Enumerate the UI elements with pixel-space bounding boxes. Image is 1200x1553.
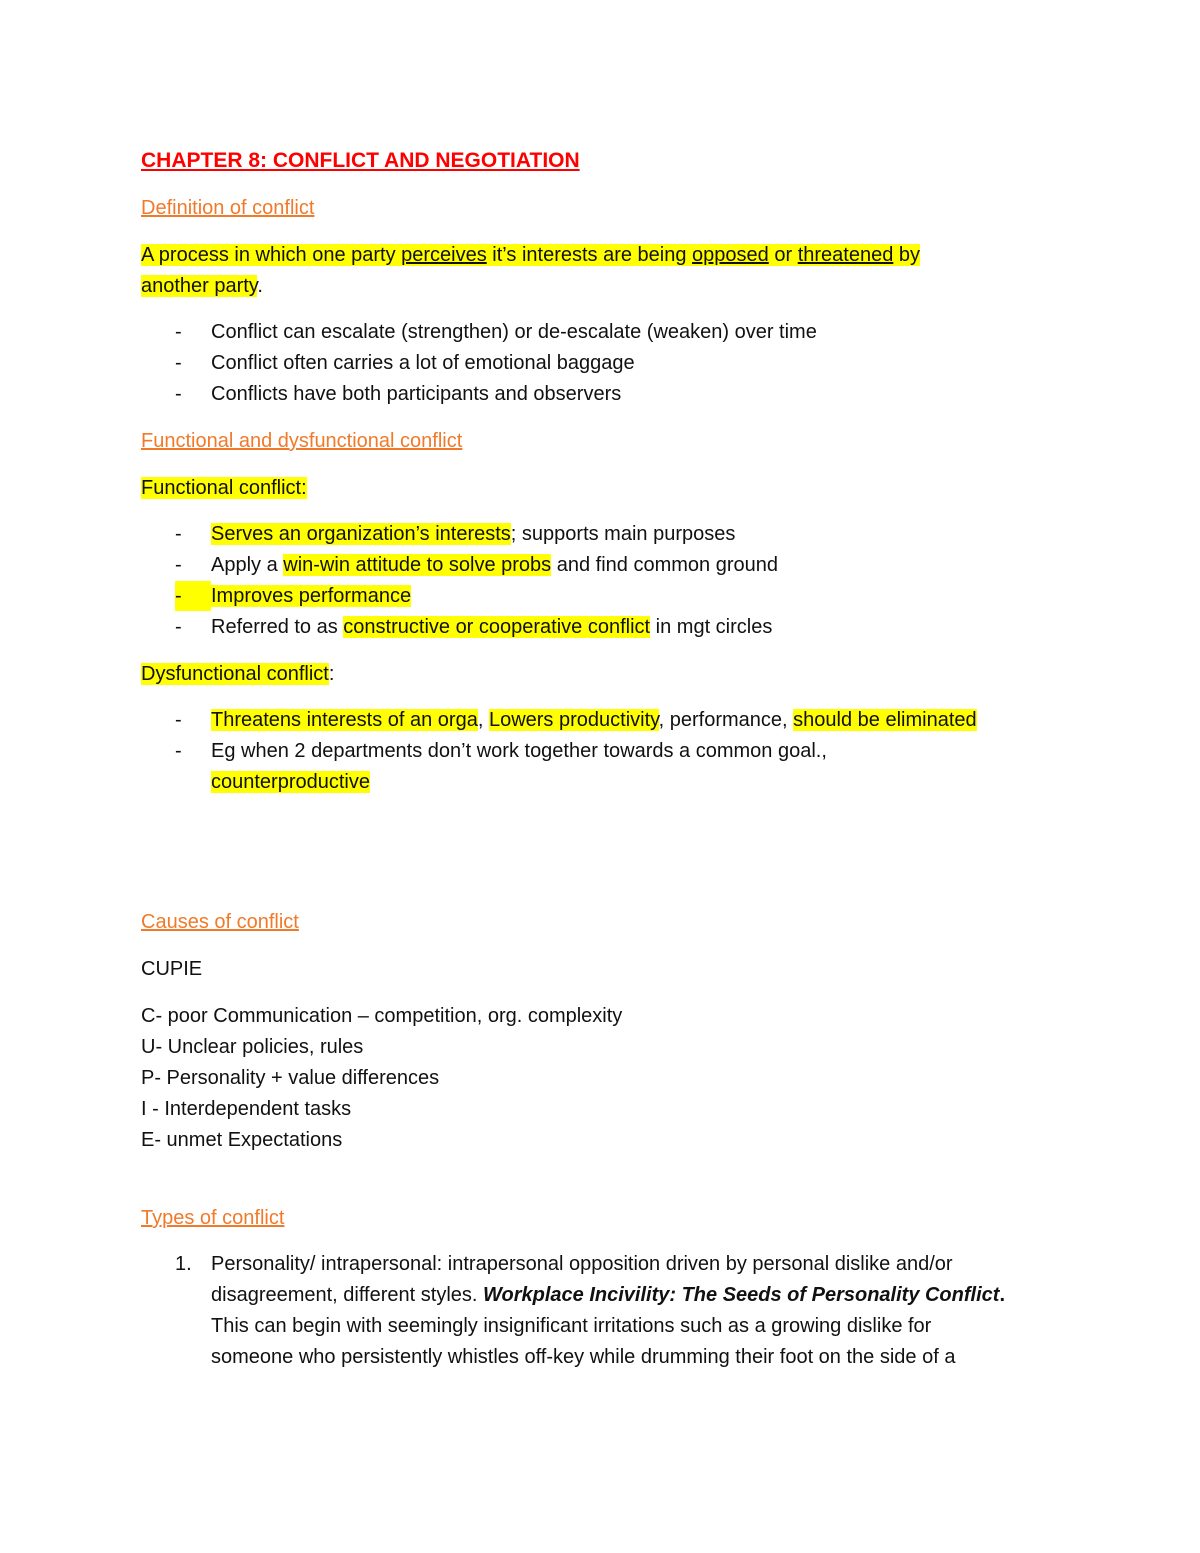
dysfunctional-label-line: Dysfunctional conflict: xyxy=(141,663,335,685)
definition-heading: Definition of conflict xyxy=(141,197,315,219)
bullet-dash: - xyxy=(175,352,182,374)
bullet-dash: - xyxy=(175,383,182,405)
list-item: Conflict often carries a lot of emotional baggage xyxy=(211,352,635,374)
cause-item: E- unmet Expectations xyxy=(141,1129,343,1151)
functional-heading: Functional and dysfunctional conflict xyxy=(141,430,463,452)
functional-label: Functional conflict: xyxy=(141,477,307,499)
list-item: Conflict can escalate (strengthen) or de-escalate (weaken) over time xyxy=(211,321,817,343)
list-item: Eg when 2 departments don’t work together towards a common goal., xyxy=(211,740,827,762)
highlight-gap xyxy=(182,581,211,611)
list-item: Serves an organization’s interests; supports main purposes xyxy=(211,523,736,545)
document-title: CHAPTER 8: CONFLICT AND NEGOTIATION xyxy=(141,149,580,172)
bullet-dash: - xyxy=(175,321,182,343)
causes-heading: Causes of conflict xyxy=(141,911,299,933)
word-opposed: opposed xyxy=(692,244,769,266)
types-item-line: This can begin with seemingly insignificant irritations such as a growing dislike for xyxy=(211,1315,932,1337)
definition-paragraph-line2: another party. xyxy=(141,275,263,297)
bullet-dash: - xyxy=(175,740,182,762)
list-item: Threatens interests of an orga, Lowers productivity, performance, should be eliminated xyxy=(211,709,977,731)
dysfunctional-label: Dysfunctional conflict xyxy=(141,663,329,685)
list-item-cont: counterproductive xyxy=(211,771,370,793)
list-item: Conflicts have both participants and observers xyxy=(211,383,622,405)
types-item-line: Personality/ intrapersonal: intrapersonal opposition driven by personal dislike and/or xyxy=(211,1253,953,1275)
types-heading: Types of conflict xyxy=(141,1207,285,1229)
list-item: Apply a win-win attitude to solve probs and find common ground xyxy=(211,554,778,576)
definition-paragraph-line1 xyxy=(141,240,1060,270)
definition-text: A process in which one party perceives it’s interests are being opposed or threatened by xyxy=(141,244,921,266)
bullet-dash: - xyxy=(175,616,182,638)
types-item-line: someone who persistently whistles off-key while drumming their foot on the side of a xyxy=(211,1346,956,1368)
definition-text-cont: another party xyxy=(141,275,258,297)
word-perceives: perceives xyxy=(401,244,487,266)
causes-acronym: CUPIE xyxy=(141,958,203,980)
cause-item: C- poor Communication – competition, org. complexity xyxy=(141,1005,623,1027)
cause-item: I - Interdependent tasks xyxy=(141,1098,352,1120)
list-number: 1. xyxy=(175,1253,192,1275)
types-item-line: disagreement, different styles. Workplace Incivility: The Seeds of Personality Conflict. xyxy=(211,1284,1005,1306)
list-item: Improves performance xyxy=(211,585,412,607)
bullet-dash: - xyxy=(175,554,182,576)
word-threatened: threatened xyxy=(797,244,894,266)
cause-item: P- Personality + value differences xyxy=(141,1067,440,1089)
functional-label-line xyxy=(141,473,1060,503)
bullet-dash: - xyxy=(175,709,182,731)
list-item: Referred to as constructive or cooperative conflict in mgt circles xyxy=(211,616,773,638)
bullet-dash: - xyxy=(175,523,182,545)
cause-item: U- Unclear policies, rules xyxy=(141,1036,364,1058)
bullet-dash: - xyxy=(175,581,182,611)
incivility-phrase: Workplace Incivility: The Seeds of Personality Conflict xyxy=(483,1284,1000,1306)
